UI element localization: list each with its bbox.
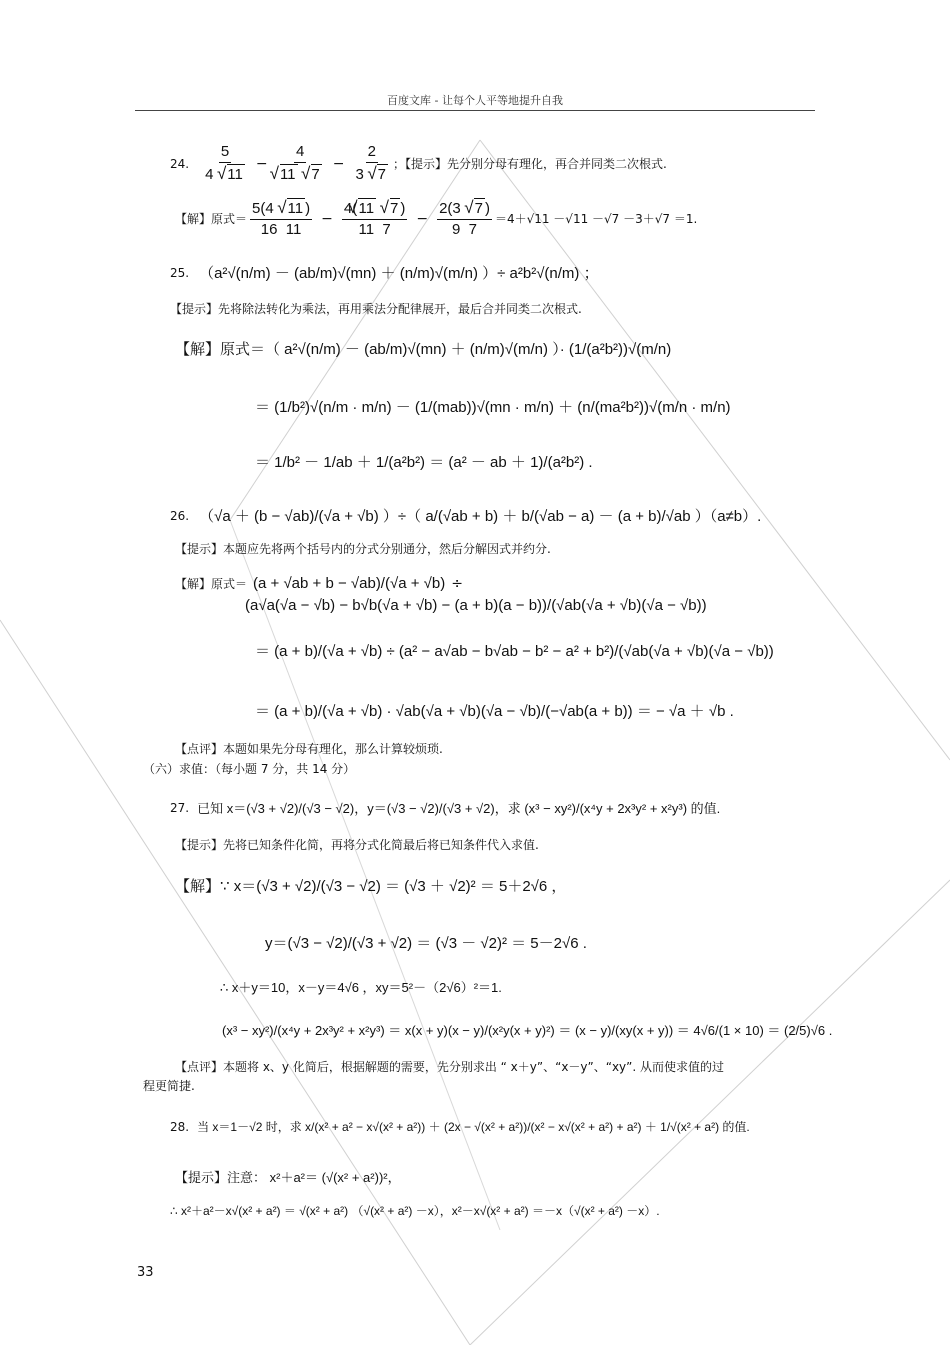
problem-26-solution-3: [255, 700, 734, 721]
p24-frac-2: 4 √ 11 √ 7: [277, 143, 324, 184]
p24-solution-label: 【解】原式＝: [175, 212, 248, 226]
problem-27-solution-2: [265, 932, 587, 953]
problem-24-solution: 【解】原式＝ $\frac{5(4 √ 11 )}{16 11}$ − $\frac{4(√ 11 √ 7 )}{11 7}$ − $\frac{2(3 √ 7 )}{9 7}$ ＝4＋√11 －√11 －√7 －3＋√7 ＝1.: [175, 198, 697, 239]
problem-24-number: 24.: [170, 156, 190, 171]
p27-comment-text-2: 程更简捷.: [143, 1079, 195, 1093]
problem-25-solution-2: [255, 396, 731, 417]
problem-26-hint: [175, 540, 551, 557]
p27-hint-text: 【提示】先将已知条件化简，再将分式化简最后将已知条件代入求值.: [175, 838, 539, 852]
problem-27-expression: 已知 x＝(√3 + √2)/(√3 − √2)，y＝(√3 − √2)/(√3 + √2)，求 (x³ − xy²)/(x⁴y + 2x³y² + x²y³) 的值.: [197, 801, 721, 816]
p26-solution-step-2: ＝ (a + b)/(√a + √b) ÷ (a² − a√ab − b√ab − b² − a² + b²)/(√ab(√a + √b)(√a − √b)): [255, 643, 774, 660]
page-number: 33: [137, 1265, 154, 1280]
problem-28-derivation: [170, 1202, 660, 1219]
page-header: 百度文库 - 让每个人平等地提升自我: [387, 94, 563, 107]
p24-frac-3: $\frac{2}{3 √ 7}$: [353, 143, 390, 184]
problem-27-comment-2: [143, 1077, 195, 1094]
header-rule: [135, 110, 815, 111]
p25-hint-text: 【提示】先将除法转化为乘法，再用乘法分配律展开，最后合并同类二次根式.: [170, 302, 582, 316]
problem-25-solution-1: [175, 338, 671, 359]
p24-solution-tail: ＝4＋√11 －√11 －√7 －3＋√7 ＝1.: [494, 212, 698, 226]
problem-26-comment: [175, 740, 443, 757]
problem-25: [170, 262, 599, 283]
p26-solution-label: 【解】原式＝: [175, 577, 248, 591]
p24-sol-frac-2: $\frac{4(√ 11 √ 7 )}{11 7}$: [342, 198, 407, 239]
p27-solution-step-3: ∴ x＋y＝10，x－y＝4√6 ，xy＝5²－（2√6）²＝1.: [220, 980, 502, 995]
section-6-heading: [143, 760, 355, 777]
problem-28-expression: 当 x＝1－√2 时，求 x/(x² + a² − x√(x² + a²)) ＋ (2x − √(x² + a²))/(x² − x√(x² + a²) + a²) ＋ 1/√(x² + a²) 的值.: [197, 1120, 750, 1134]
p27-solution-step-4: (x³ − xy²)/(x⁴y + 2x³y² + x²y³) ＝ x(x + y)(x − y)/(x²y(x + y)²) ＝ (x − y)/(xy(x + y)) ＝ 4√6/(1 × 10) ＝ (2/5)√6 .: [222, 1023, 833, 1038]
problem-27-comment-1: [175, 1058, 724, 1075]
problem-26-number: 26.: [170, 508, 190, 523]
problem-25-number: 25.: [170, 265, 190, 280]
problem-27-number: 27.: [170, 800, 190, 815]
problem-25-expression: （a²√(n/m) － (ab/m)√(mn) ＋ (n/m)√(m/n) ）÷ a²b²√(n/m) ；: [199, 265, 599, 282]
problem-28: [170, 1118, 750, 1135]
problem-26: [170, 505, 761, 526]
problem-26-solution-1: 【解】原式＝ (a + √ab + b − √ab)/(√a + √b) ÷: [175, 575, 463, 592]
p25-solution-step-2: ＝ (1/b²)√(n/m · m/n) － (1/(mab))√(mn · m/n) ＋ (n/(ma²b²))√(m/n · m/n): [255, 399, 731, 416]
p25-solution-step-3: ＝ 1/b² － 1/ab ＋ 1/(a²b²) ＝ (a² － ab ＋ 1)/(a²b²) .: [255, 454, 593, 471]
problem-28-number: 28.: [170, 1119, 190, 1134]
p24-sol-frac-3: $\frac{2(3 √ 7 )}{9 7}$: [437, 198, 492, 239]
problem-26-solution-2: [255, 640, 774, 661]
problem-26-solution-1b: [245, 597, 707, 614]
p25-solution-step-1: 【解】原式＝（ a²√(n/m) － (ab/m)√(mn) ＋ (n/m)√(m/n) ）· (1/(a²b²))√(m/n): [175, 341, 672, 358]
section-6-text: （六）求值：（每小题 7 分，共 14 分）: [143, 762, 356, 776]
p26-solution-step-3: ＝ (a + b)/(√a + √b) · √ab(√a + √b)(√a − √b)/(−√ab(a + b)) ＝ − √a ＋ √b .: [255, 703, 734, 720]
problem-27-solution-1: [175, 875, 566, 896]
problem-24: 24. $\frac{5}{4 √ 11}$ − 4 √ 11 √ 7 − $\frac{2}{3 √ 7}$ ；【提示】先分别分母有理化，再合并同类二次根式.: [170, 143, 667, 184]
p24-sol-frac-1: $\frac{5(4 √ 11 )}{16 11}$: [250, 198, 312, 239]
p26-hint-text: 【提示】本题应先将两个括号内的分式分别通分，然后分解因式并约分.: [175, 542, 551, 556]
p28-hint-text: 【提示】注意： x²＋a²＝ (√(x² + a²))²，: [175, 1170, 401, 1185]
p28-derivation-text: ∴ x²＋a²－x√(x² + a²) ＝ √(x² + a²) （√(x² + a²) －x），x²－x√(x² + a²) ＝－x（√(x² + a²) －x）.: [170, 1204, 660, 1218]
p26-solution-right: (a√a(√a − √b) − b√b(√a + √b) − (a + b)(a − b))/(√ab(√a + √b)(√a − √b)): [245, 597, 707, 614]
problem-26-expression: （√a ＋ (b − √ab)/(√a + √b) ）÷（ a/(√ab + b) ＋ b/(√ab − a) － (a + b)/√ab ）（a≠b）.: [199, 508, 762, 525]
problem-25-solution-3: [255, 451, 593, 472]
p26-solution-left: (a + √ab + b − √ab)/(√a + √b): [253, 575, 446, 592]
p27-solution-step-1: 【解】∵ x＝(√3 + √2)/(√3 − √2) ＝ (√3 ＋ √2)² ＝ 5＋2√6 ，: [175, 878, 567, 895]
problem-27-solution-4: [222, 1020, 832, 1039]
p26-comment-text: 【点评】本题如果先分母有理化，那么计算较烦琐.: [175, 742, 443, 756]
problem-24-hint: ；【提示】先分别分母有理化，再合并同类二次根式.: [393, 157, 667, 171]
problem-27-hint: [175, 836, 539, 853]
problem-27-solution-3: [220, 977, 502, 996]
problem-27: [170, 798, 720, 817]
problem-25-hint: [170, 300, 582, 317]
p27-comment-text-1: 【点评】本题将 x、y 化简后，根据解题的需要，先分别求出 “ x＋y”、“x－y”、“xy”. 从而使求值的过: [175, 1060, 725, 1074]
p24-frac-1: $\frac{5}{4 √ 11}$: [203, 143, 247, 184]
p27-solution-step-2: y＝(√3 − √2)/(√3 + √2) ＝ (√3 － √2)² ＝ 5－2√6 .: [265, 935, 587, 952]
problem-28-hint: [175, 1167, 401, 1186]
